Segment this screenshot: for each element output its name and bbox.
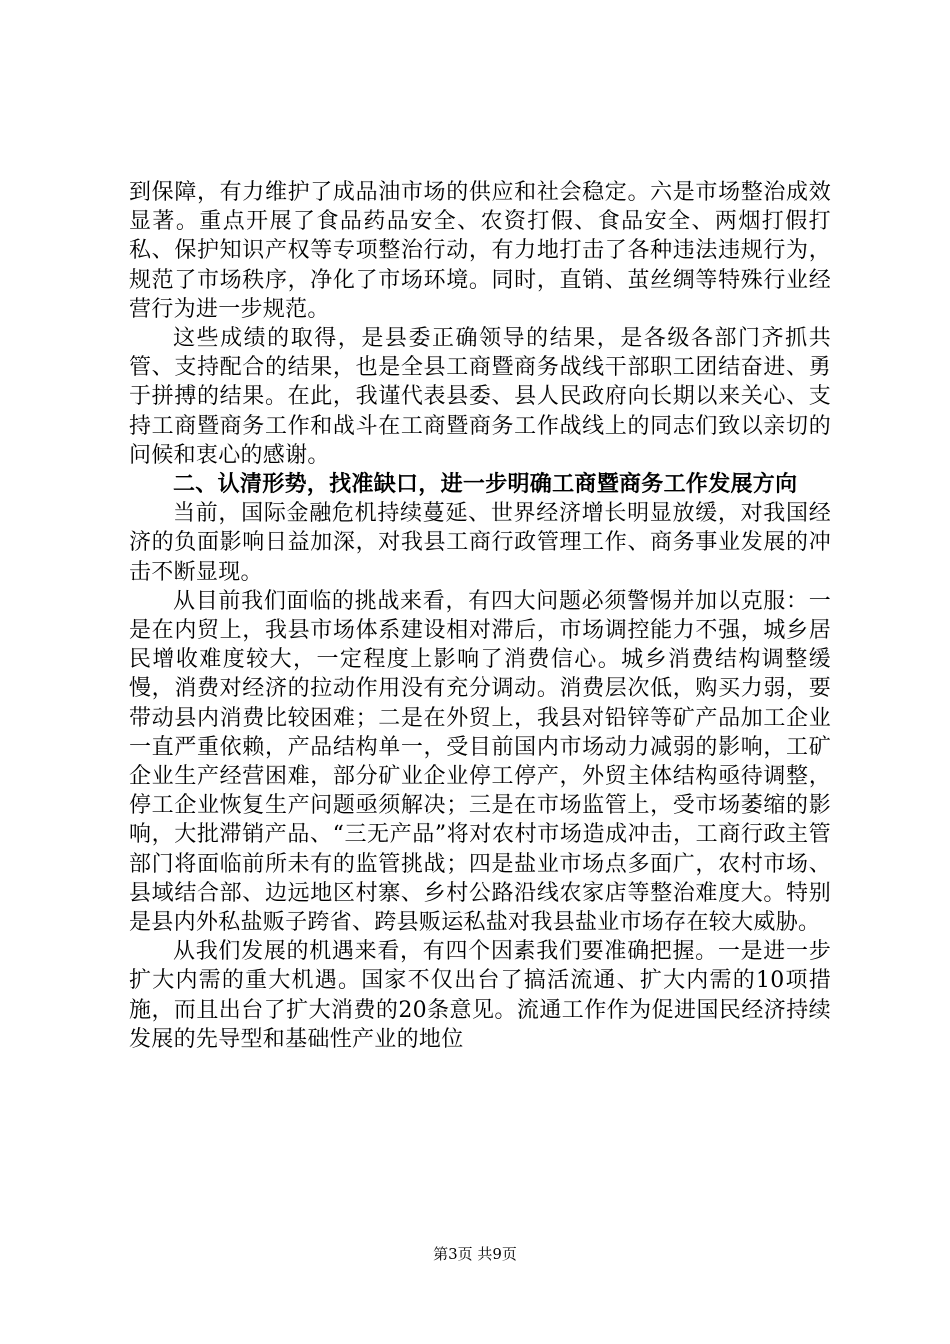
page-number-footer: 第3页 共9页 bbox=[433, 1245, 517, 1263]
paragraph-current-situation: 当前，国际金融危机持续蔓延、世界经济增长明显放缓，对我国经济的负面影响日益加深，对我县工商行政管理工作、商务事业发展的冲击不断显现。 bbox=[129, 501, 831, 585]
paragraph-achievements-thanks: 这些成绩的取得，是县委正确领导的结果，是各级各部门齐抓共管、支持配合的结果，也是全县工商暨商务战线干部职工团结奋进、勇于拼搏的结果。在此，我谨代表县委、县人民政府向长期以来关心、支持工商暨商务工作和战斗在工商暨商务工作战线上的同志们致以亲切的问候和衷心的感谢。 bbox=[129, 326, 831, 468]
document-body bbox=[129, 178, 831, 1054]
paragraph-challenges: 从目前我们面临的挑战来看，有四大问题必须警惕并加以克服：一是在内贸上，我县市场体系建设相对滞后，市场调控能力不强，城乡居民增收难度较大，一定程度上影响了消费信心。城乡消费结构调整缓慢，消费对经济的拉动作用没有充分调动。消费层次低，购买力弱，要带动县内消费比较困难；二是在外贸上，我县对铅锌等矿产品加工企业一直严重依赖，产品结构单一，受目前国内市场动力减弱的影响，工矿企业生产经营困难，部分矿业企业停工停产，外贸主体结构亟待调整，停工企业恢复生产问题亟须解决；三是在市场监管上，受市场萎缩的影响，大批滞销产品、“三无产品”将对农村市场造成冲击，工商行政主管部门将面临前所未有的监管挑战；四是盐业市场点多面广，农村市场、县域结合部、边远地区村寨、乡村公路沿线农家店等整治难度大。特别是县内外私盐贩子跨省、跨县贩运私盐对我县盐业市场存在较大威胁。 bbox=[129, 588, 831, 936]
section-heading: 二、认清形势，找准缺口，进一步明确工商暨商务工作发展方向 bbox=[173, 472, 798, 498]
paragraph-opportunities: 从我们发展的机遇来看，有四个因素我们要准确把握。一是进一步扩大内需的重大机遇。国家不仅出台了搞活流通、扩大内需的10项措施，而且出台了扩大消费的20条意见。流通工作作为促进国民经济持续发展的先导型和基础性产业的地位 bbox=[129, 939, 831, 1052]
paragraph-continuation: 到保障，有力维护了成品油市场的供应和社会稳定。六是市场整治成效显著。重点开展了食品药品安全、农资打假、食品安全、两烟打假打私、保护知识产权等专项整治行动，有力地打击了各种违法违规行为，规范了市场秩序，净化了市场环境。同时，直销、茧丝绸等特殊行业经营行为进一步规范。 bbox=[129, 180, 831, 322]
